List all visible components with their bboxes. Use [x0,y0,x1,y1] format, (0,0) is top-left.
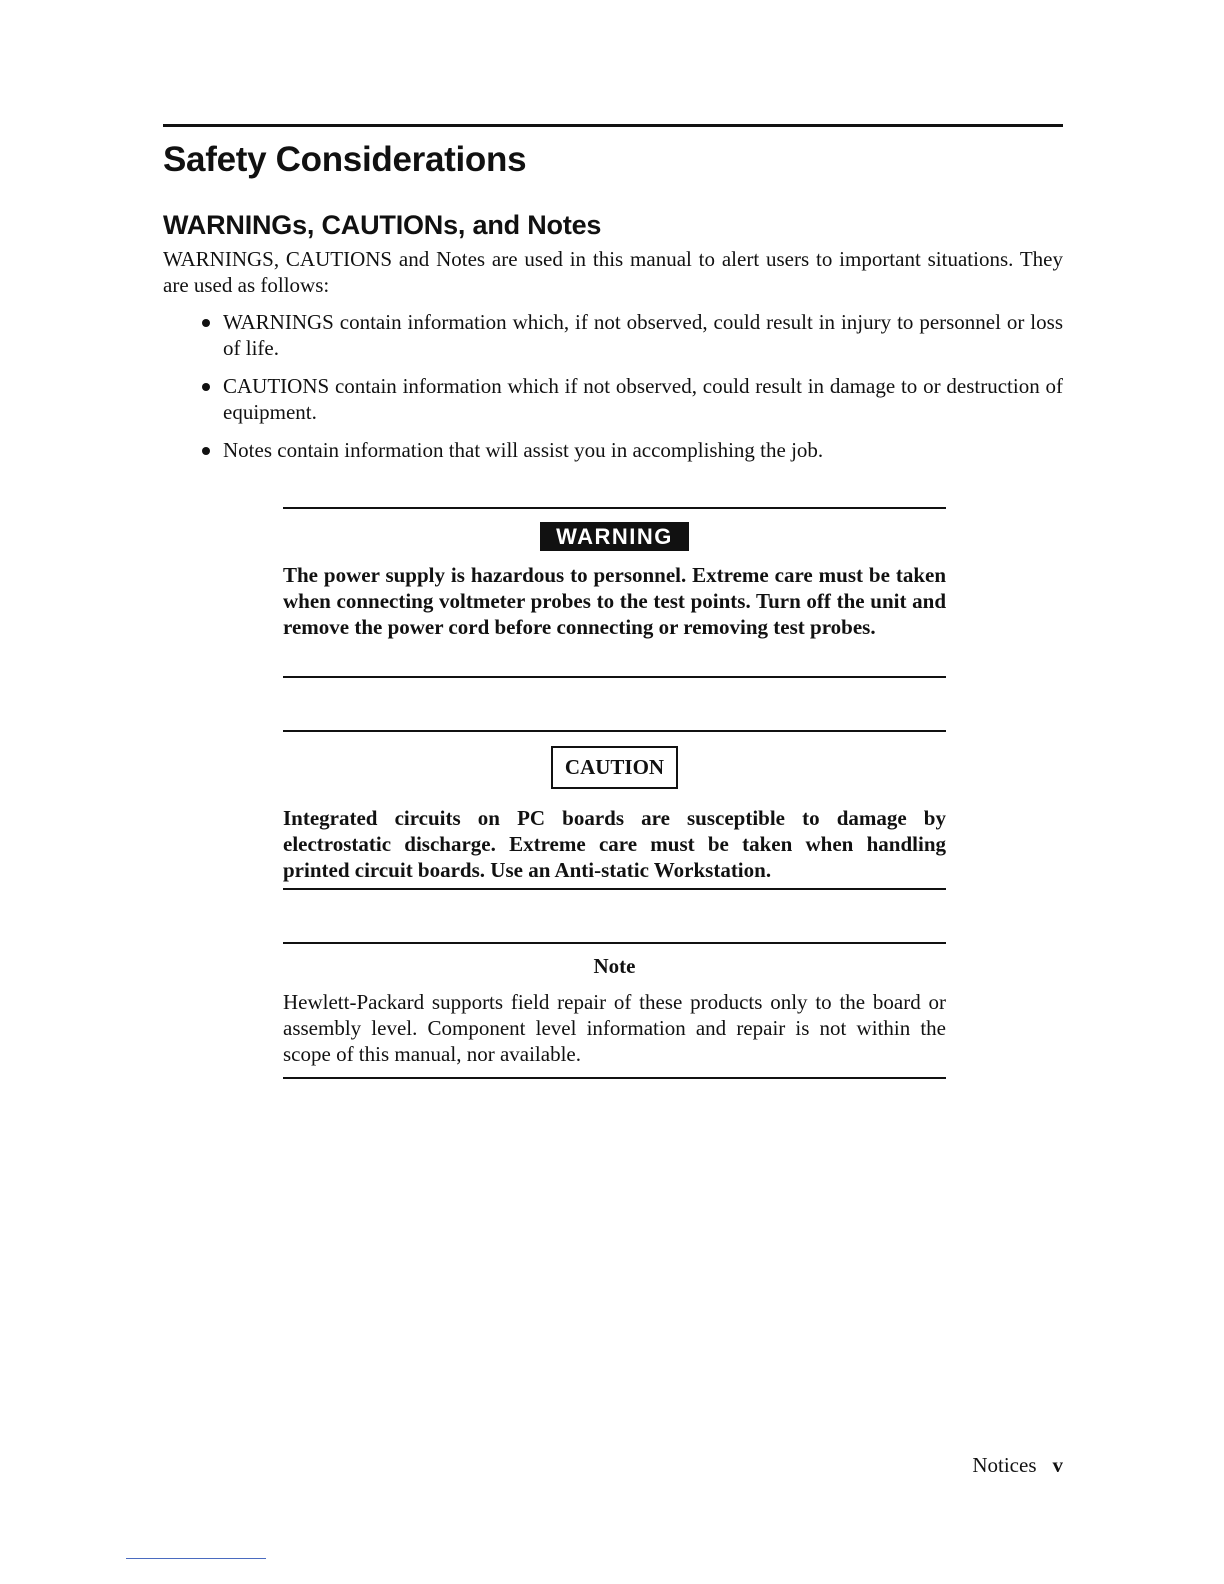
top-rule [163,124,1063,127]
page-footer [972,1452,1063,1478]
caution-text: Integrated circuits on PC boards are susceptible to damage by electrostatic discharge. Extreme care must be taken when handling printed circuit boards. Use an Anti-static Workstation. [283,806,946,882]
caution-label: CAUTION [551,746,678,789]
list-item-text: CAUTIONS contain information which if not observed, could result in damage to or destruction of equipment. [223,374,1063,424]
section-heading: WARNINGs, CAUTIONs, and Notes [163,210,602,240]
page-number: v [1052,1453,1063,1477]
caution-label-row [283,732,946,789]
bullet-icon [202,447,210,455]
scan-artifact-line [126,1558,266,1559]
warning-text: The power supply is hazardous to personnel. Extreme care must be taken when connecting voltmeter probes to the test points. Turn off the unit and remove the power cord before connecting or removing test probes. [283,563,946,639]
warning-box [283,507,946,678]
notice-type-list [199,309,1063,475]
bullet-icon [202,319,210,327]
intro-paragraph: WARNINGS, CAUTIONS and Notes are used in this manual to alert users to important situations. They are used as follows: [163,247,1063,297]
note-label: Note [593,954,636,978]
note-box [283,942,946,1079]
list-item-text: Notes contain information that will assist you in accomplishing the job. [223,438,824,462]
list-item [199,373,1063,425]
warning-label: WARNING [540,522,689,551]
list-item-text: WARNINGS contain information which, if not observed, could result in injury to personnel or loss of life. [223,310,1063,360]
note-label-row [283,944,946,979]
note-text: Hewlett-Packard supports field repair of these products only to the board or assembly level. Component level information and repair is not within the scope of this manual, nor available. [283,990,946,1066]
list-item [199,437,1063,463]
warning-label-row [283,509,946,551]
list-item [199,309,1063,361]
bullet-icon [202,383,210,391]
footer-section: Notices [972,1453,1037,1477]
page-title: Safety Considerations [163,140,527,179]
caution-box [283,730,946,890]
